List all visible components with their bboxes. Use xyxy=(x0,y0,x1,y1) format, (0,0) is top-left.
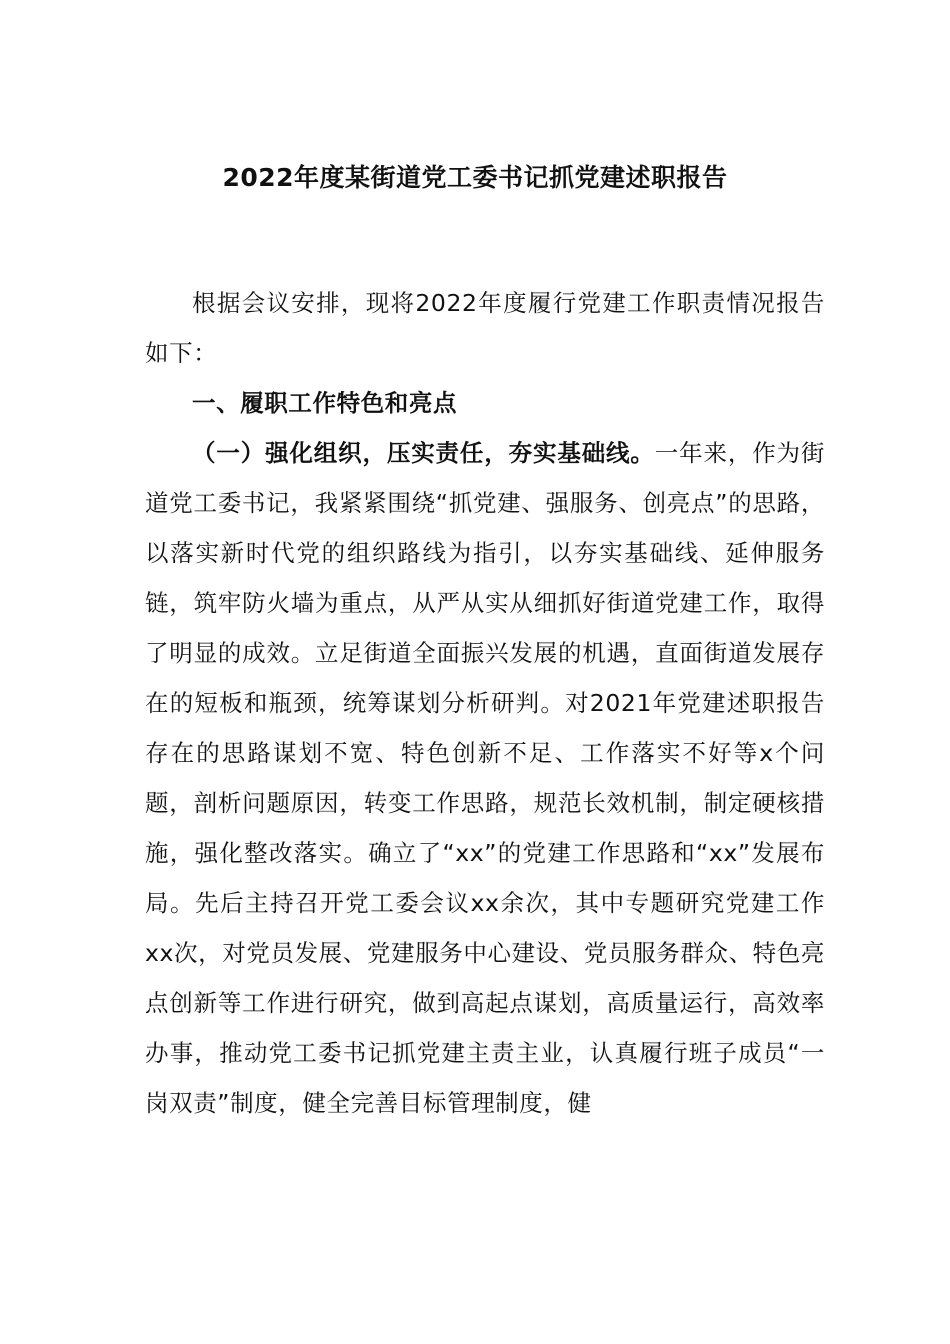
subsection-paragraph xyxy=(145,428,825,1128)
document-body xyxy=(145,278,825,1128)
subsection-body: 一年来，作为街道党工委书记，我紧紧围绕“抓党建、强服务、创亮点”的思路，以落实新时代党的组织路线为指引，以夯实基础线、延伸服务链，筑牢防火墙为重点，从严从实从细抓好街道党建工作，取得了明显的成效。立足街道全面振兴发展的机遇，直面街道发展存在的短板和瓶颈，统筹谋划分析研判。对2021年党建述职报告存在的思路谋划不宽、特色创新不足、工作落实不好等x个问题，剖析问题原因，转变工作思路，规范长效机制，制定硬核措施，强化整改落实。确立了“xx”的党建工作思路和“xx”发展布局。先后主持召开党工委会议xx余次，其中专题研究党建工作xx次，对党员发展、党建服务中心建设、党员服务群众、特色亮点创新等工作进行研究，做到高起点谋划，高质量运行，高效率办事，推动党工委书记抓党建主责主业，认真履行班子成员“一岗双责”制度，健全完善目标管理制度，健 xyxy=(145,439,825,1117)
intro-paragraph: 根据会议安排，现将2022年度履行党建工作职责情况报告如下： xyxy=(145,289,825,367)
document-title: 2022年度某街道党工委书记抓党建述职报告 xyxy=(222,163,728,192)
section-heading: 一、履职工作特色和亮点 xyxy=(192,389,458,417)
subsection-heading: （一）强化组织，压实责任，夯实基础线。 xyxy=(192,439,655,467)
